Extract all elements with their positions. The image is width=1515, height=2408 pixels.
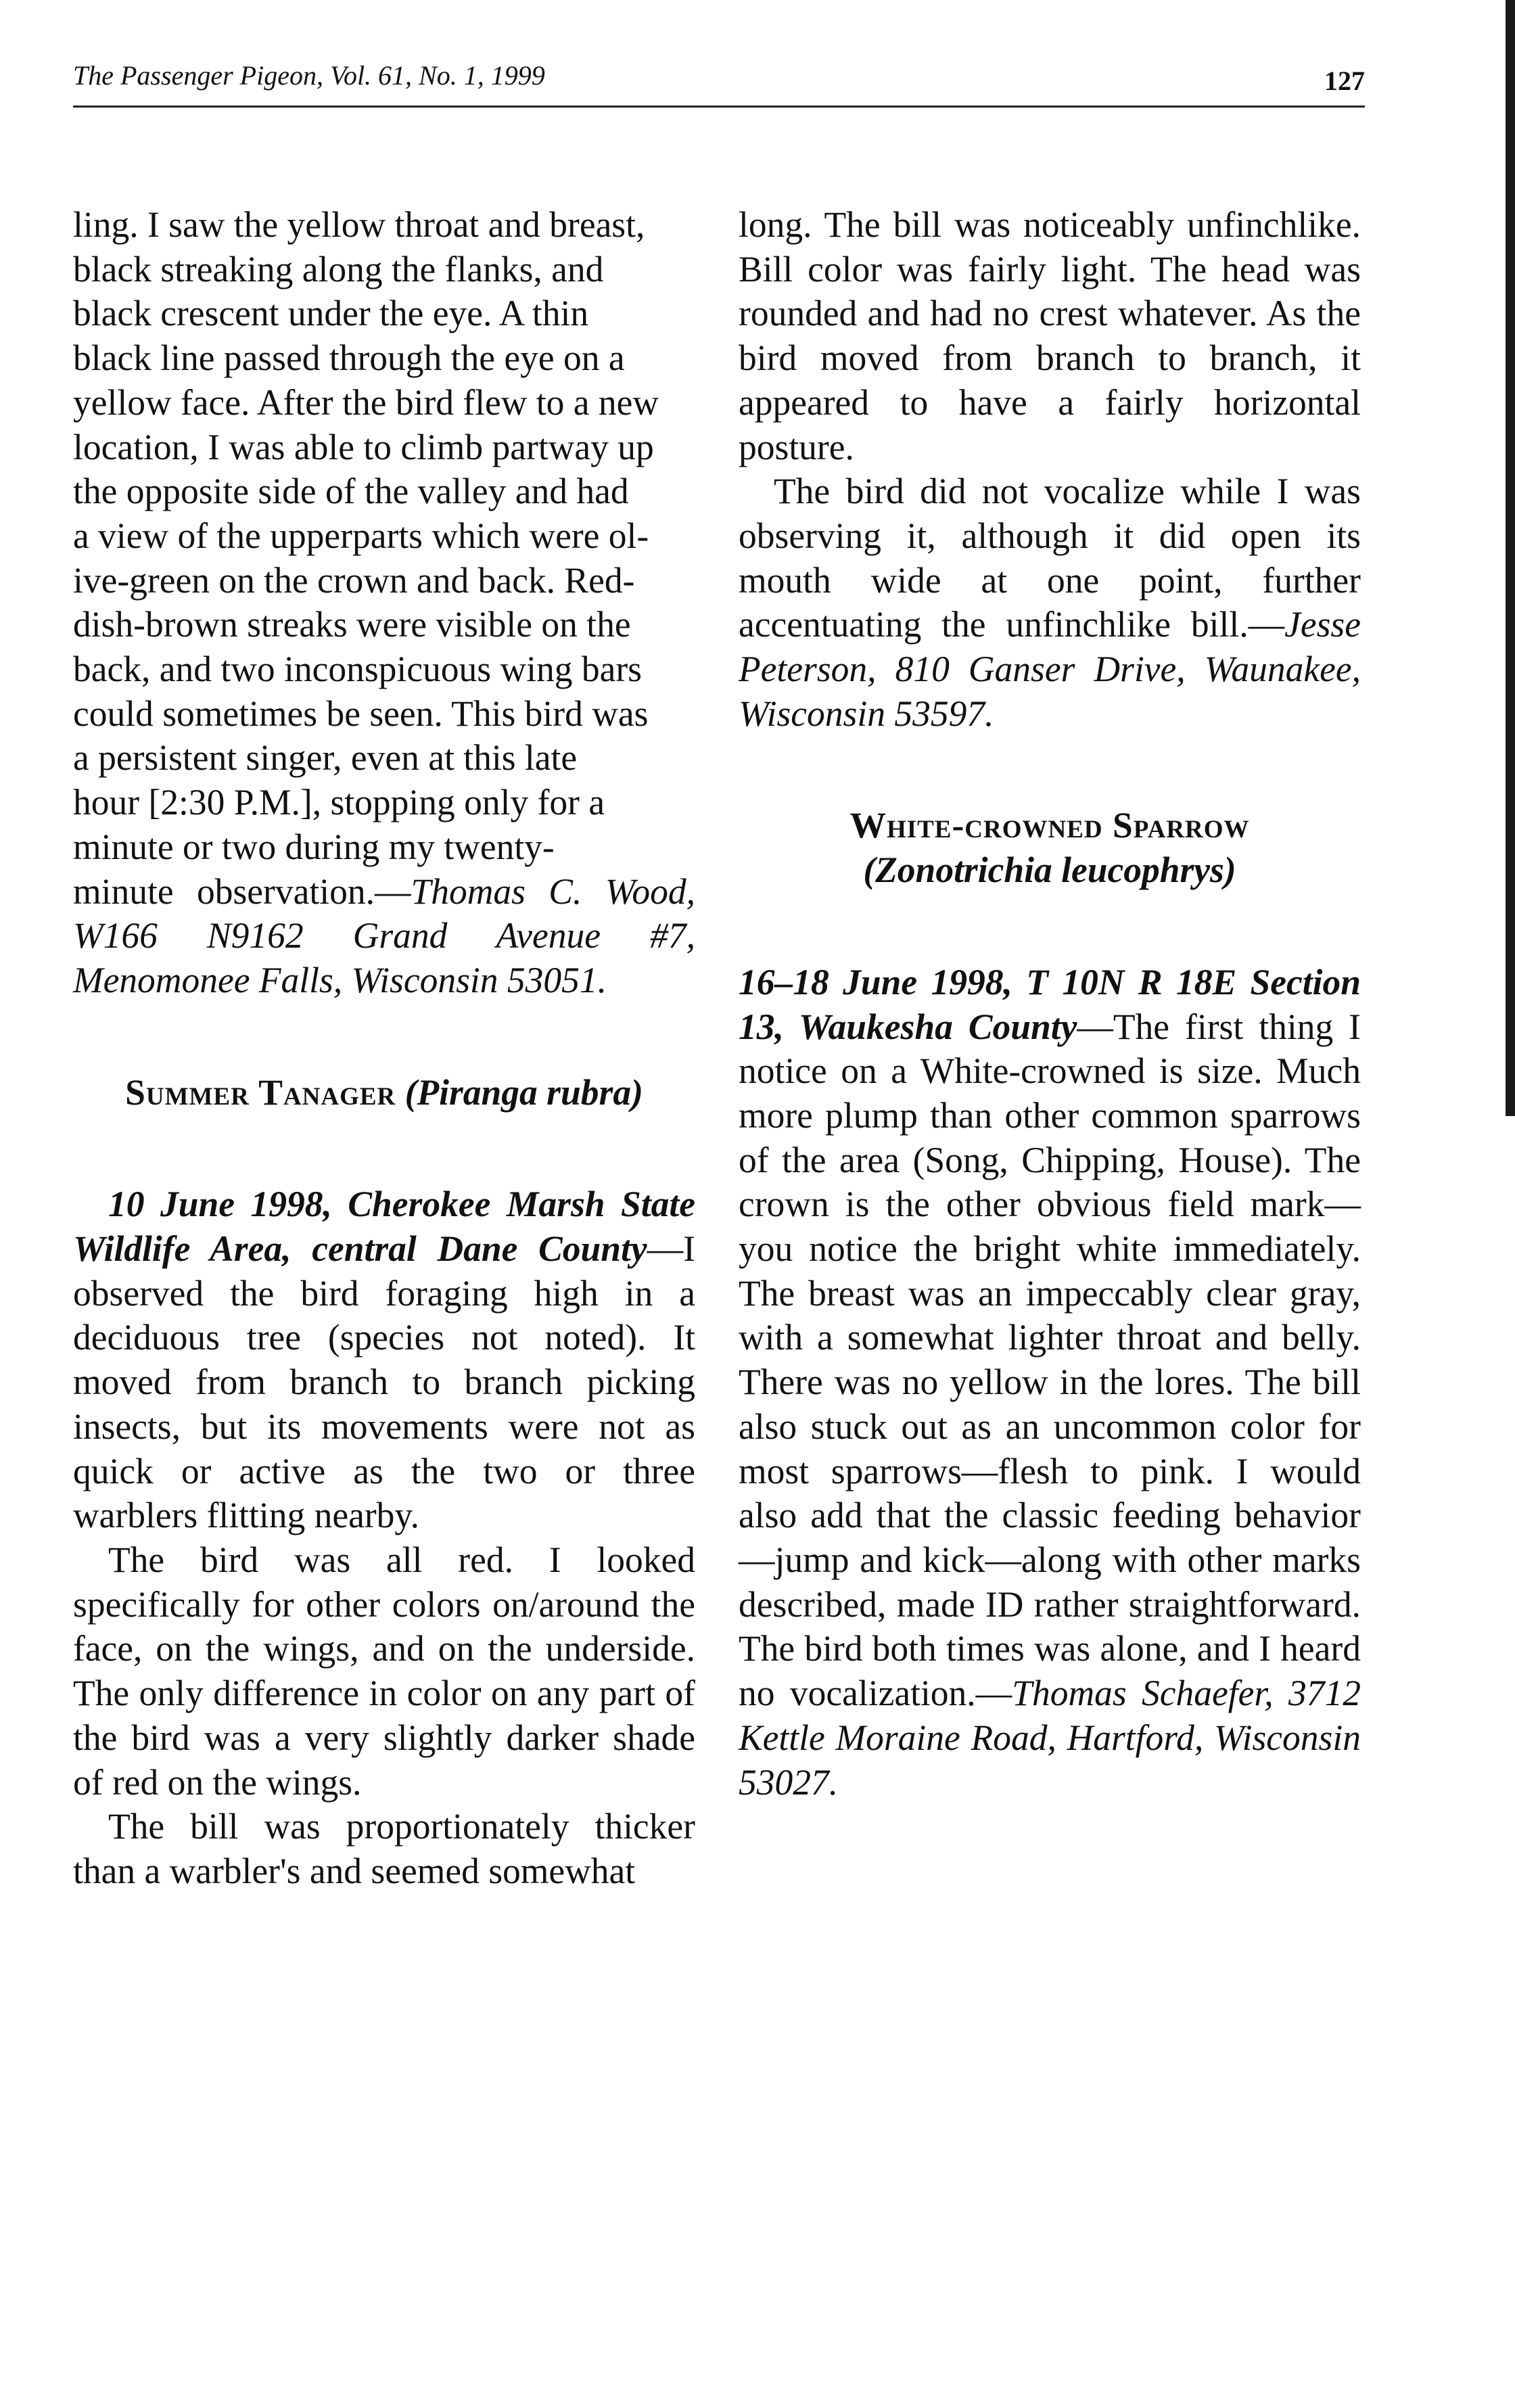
species-name: White-crowned Sparrow (849, 805, 1250, 846)
text-line: ive-green on the crown and back. Red- (73, 559, 635, 601)
species-name: Summer Tanager (125, 1071, 396, 1113)
text-line: could sometimes be seen. This bird was (73, 693, 649, 734)
text-line: dish-brown streaks were visible on the (73, 604, 631, 645)
text-line: location, I was able to climb partway up (73, 426, 654, 467)
tanager-vocalization (739, 469, 1361, 736)
text-line: yellow face. After the bird flew to a new (73, 381, 659, 423)
species-heading-summer-tanager (73, 1071, 695, 1115)
running-header (73, 53, 1365, 108)
scientific-name: (Piranga rubra) (404, 1071, 643, 1113)
right-column (739, 203, 1361, 1805)
journal-citation: The Passenger Pigeon, Vol. 61, No. 1, 1999 (73, 60, 545, 91)
text-line: the opposite side of the valley and had (73, 471, 629, 512)
author-signature: Thomas Schaefer, 3712 Kettle Moraine Road, Hartford, Wisconsin 53027. (739, 1673, 1361, 1803)
text-line: minute or two during my twenty- (73, 826, 555, 867)
tanager-observation (73, 1182, 695, 1538)
scientific-name: (Zonotrichia leucophrys) (863, 850, 1236, 891)
page-number: 127 (1324, 66, 1365, 96)
observation-text: —The first thing I notice on a White-crowned is size. Much more plump than other common sparrows of the area (Song, Chipping, House). The crown is the other obvious field mark—you notice the bright white immediately. The breast was an impeccably clear gray, with a somewhat lighter throat and belly. There was no yellow in the lores. The bill also stuck out as an uncommon color for most sparrows—flesh to pink. I would also add that the classic feeding behavior—jump and kick—along with other marks described, made ID rather straightforward. The bird both times was alone, and I heard no vocalization.— (739, 1006, 1361, 1714)
text-line: black line passed through the eye on a (73, 338, 625, 379)
text-line: black streaking along the flanks, and (73, 248, 604, 290)
wood-paragraph (73, 203, 695, 1003)
observation-text: —I observed the bird foraging high in a deciduous tree (species not noted). It moved from branch to branch picking insects, but its movements were not as quick or active as the two or three warblers flitting nearby. (73, 1228, 695, 1536)
tanager-description: The bird was all red. I looked specifically for other colors on/around the face, on the wings, and on the underside. The only difference in color on any part of the bird was a very slightly darker shade of red on the wings. (73, 1539, 695, 1803)
text-line: ling. I saw the yellow throat and breast, (73, 204, 645, 245)
author-signature: Jesse Peterson, 810 Ganser Drive, Waunakee, Wisconsin 53597. (739, 604, 1361, 734)
species-heading-white-crowned-sparrow (739, 804, 1361, 892)
observation-location: 10 June 1998, Cherokee Marsh State Wildlife Area, central Dane County (73, 1184, 695, 1270)
text-line: a view of the upperparts which were ol- (73, 515, 649, 556)
scan-edge-mark (1506, 0, 1515, 1116)
observation-location: 16–18 June 1998, T 10N R 18E Section 13, Waukesha County (739, 961, 1361, 1047)
text-line: hour [2:30 P.M.], stopping only for a (73, 782, 605, 823)
text-line: minute observation.— (73, 871, 411, 912)
sparrow-observation (739, 960, 1361, 1805)
tanager-bill-continued: long. The bill was noticeably unfinchlike. Bill color was fairly light. The head was rounded and had no crest whatever. As the bird moved from branch to branch, it appeared to have a fairly horizontal posture. (739, 204, 1361, 467)
text-line: back, and two inconspicuous wing bars (73, 649, 642, 690)
left-column (73, 203, 695, 1894)
author-signature: Thomas C. Wood, W166 N9162 Grand Avenue #7, Menomonee Falls, Wisconsin 53051. (73, 871, 695, 1000)
paragraph-text: The bird did not vocalize while I was observing it, although it did open its mouth wide at one point, further accentuating the unfinchlike bill.— (739, 471, 1361, 645)
text-line: black crescent under the eye. A thin (73, 293, 589, 334)
tanager-bill-description: The bill was proportionately thicker than a warbler's and seemed somewhat (73, 1806, 695, 1891)
text-line: a persistent singer, even at this late (73, 737, 578, 779)
